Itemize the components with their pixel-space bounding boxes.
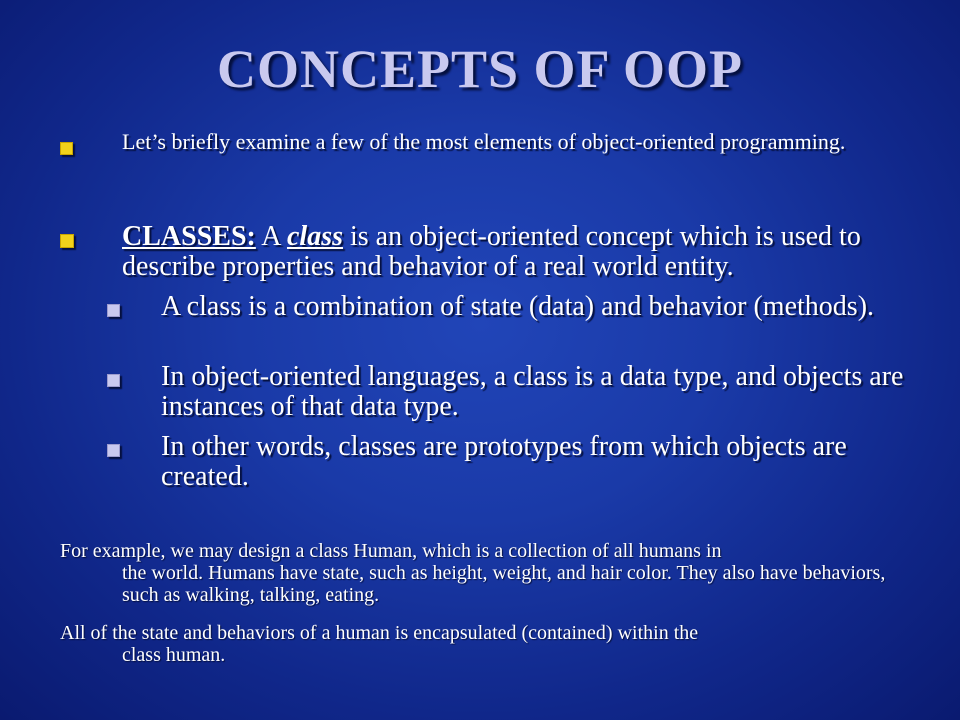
- example-paragraph: [60, 540, 900, 606]
- example-paragraph-rest: the world. Humans have state, such as height, weight, and hair color. They also have behaviors, such as walking, talking, eating.: [122, 562, 886, 606]
- yellow-square-bullet-icon: [60, 234, 74, 248]
- sub-bullet-text: In other words, classes are prototypes from which objects are created.: [161, 431, 847, 493]
- example-paragraph-first-line: For example, we may design a class Human, which is a collection of all humans in: [60, 540, 722, 562]
- classes-label: CLASSES:: [122, 221, 256, 252]
- lavender-square-bullet-icon: [107, 444, 120, 457]
- classes-pre-text: A: [255, 221, 287, 252]
- classes-bullet-text: [122, 222, 922, 282]
- lavender-square-bullet-icon: [107, 374, 120, 387]
- sub-bullet-text: In object-oriented languages, a class is a data type, and objects are instances of that data type.: [161, 361, 904, 423]
- encapsulation-paragraph-rest: class human.: [122, 644, 226, 666]
- classes-post-text: is an object-oriented concept which is used to describe properties and behavior of a real world entity.: [122, 221, 861, 283]
- yellow-square-bullet-icon: [60, 142, 73, 155]
- intro-bullet-text: Let’s briefly examine a few of the most elements of object-oriented programming.: [122, 129, 846, 154]
- encapsulation-paragraph-first-line: All of the state and behaviors of a human is encapsulated (contained) within the: [60, 622, 699, 644]
- slide-title: CONCEPTS OF OOP: [216, 39, 744, 99]
- class-emphasis: class: [286, 221, 343, 252]
- encapsulation-paragraph: [60, 622, 900, 666]
- sub-bullet-text: A class is a combination of state (data) and behavior (methods).: [161, 291, 875, 322]
- lavender-square-bullet-icon: [107, 304, 120, 317]
